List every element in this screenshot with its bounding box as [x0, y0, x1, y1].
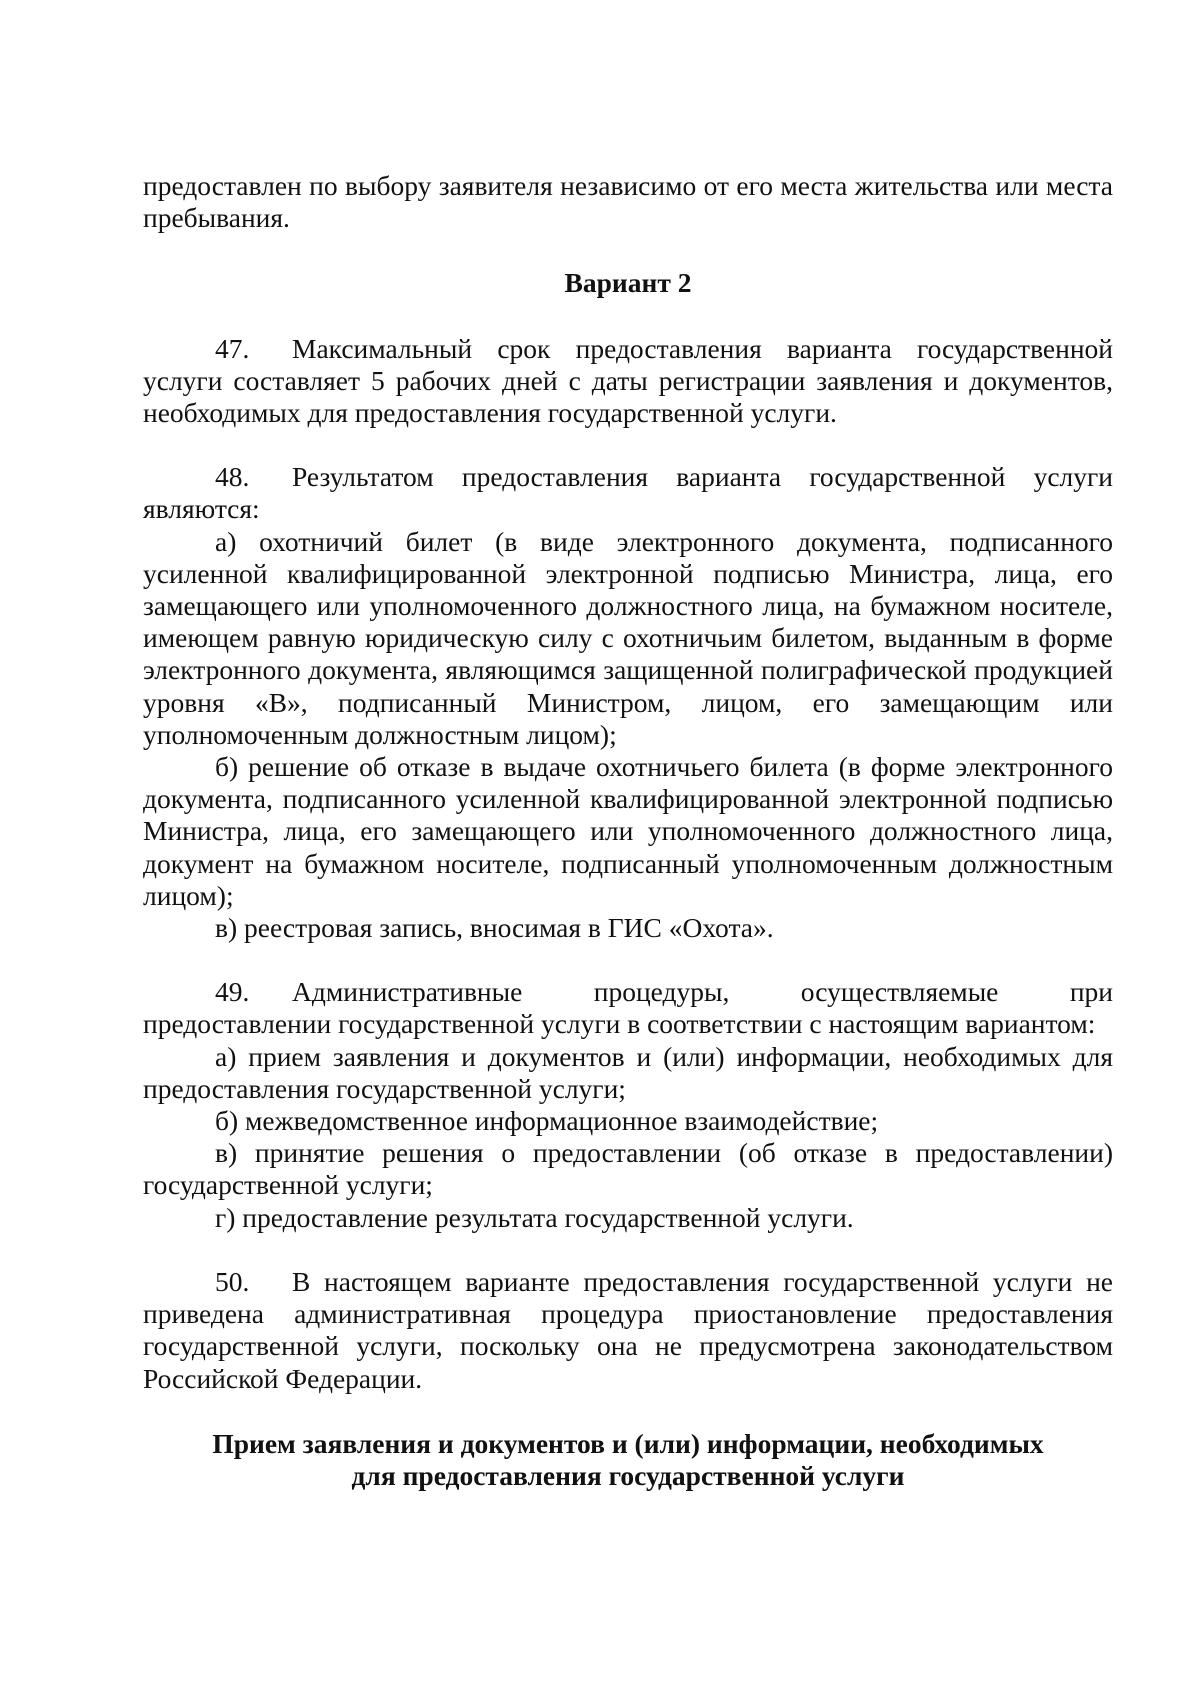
clause-text: Административные процедуры, осуществляемые при предоставлении государственной услуги в соответствии с настоящим вариантом:: [143, 976, 1113, 1040]
section-heading-line: для предоставления государственной услуги: [351, 1459, 905, 1491]
list-item: б) решение об отказе в выдаче охотничьего билета (в форме электронного документа, подписанного усиленной квалифицированной электронной подписью Министра, лица, его замещающего или уполномоченного должностного лица, документ на бумажном носителе, подписанный уполномоченным должностным лицом);: [143, 751, 1113, 911]
list-item: в) реестровая запись, вносимая в ГИС «Охота».: [215, 912, 774, 944]
clause-text: Максимальный срок предоставления варианта государственной услуги составляет 5 рабочих дней с даты регистрации заявления и документов, необходимых для предоставления государственной услуги.: [143, 332, 1113, 429]
list-item: а) прием заявления и документов и (или) информации, необходимых для предоставления государственной услуги;: [143, 1040, 1113, 1104]
list-item: в) принятие решения о предоставлении (об отказе в предоставлении) государственной услуги;: [143, 1137, 1113, 1201]
document-page: [143, 170, 1113, 1492]
list-item: г) предоставление результата государственной услуги.: [215, 1201, 854, 1233]
variant-heading: Вариант 2: [564, 267, 692, 299]
clause-number: 49.: [215, 976, 250, 1008]
clause-50: [143, 1266, 1113, 1395]
clause-number: 50.: [215, 1265, 250, 1297]
clause-49: [143, 976, 1113, 1040]
clause-text: Результатом предоставления варианта государственной услуги являются:: [143, 461, 1113, 525]
list-item: б) межведомственное информационное взаимодействие;: [215, 1105, 879, 1137]
list-item: а) охотничий билет (в виде электронного документа, подписанного усиленной квалифицированной электронной подписью Министра, лица, его замещающего или уполномоченного должностного лица, на бумажном носителе, имеющем равную юридическую силу с охотничьим билетом, выданным в форме электронного документа, являющимся защищенной полиграфической продукцией уровня «В», подписанный Министром, лицом, его замещающим или уполномоченным должностным лицом);: [143, 525, 1113, 750]
section-heading: [143, 1428, 1113, 1492]
clause-number: 47.: [215, 332, 250, 364]
section-heading-line: Прием заявления и документов и (или) информации, необходимых: [212, 1427, 1044, 1459]
clause-number: 48.: [215, 461, 250, 493]
clause-48: [143, 461, 1113, 525]
intro-paragraph: предоставлен по выбору заявителя независимо от его места жительства или места пребывания.: [143, 170, 1113, 234]
clause-47: [143, 333, 1113, 430]
clause-text: В настоящем варианте предоставления государственной услуги не приведена административная процедура приостановление предоставления государственной услуги, поскольку она не предусмотрена законодательством Российской Федерации.: [143, 1265, 1113, 1394]
